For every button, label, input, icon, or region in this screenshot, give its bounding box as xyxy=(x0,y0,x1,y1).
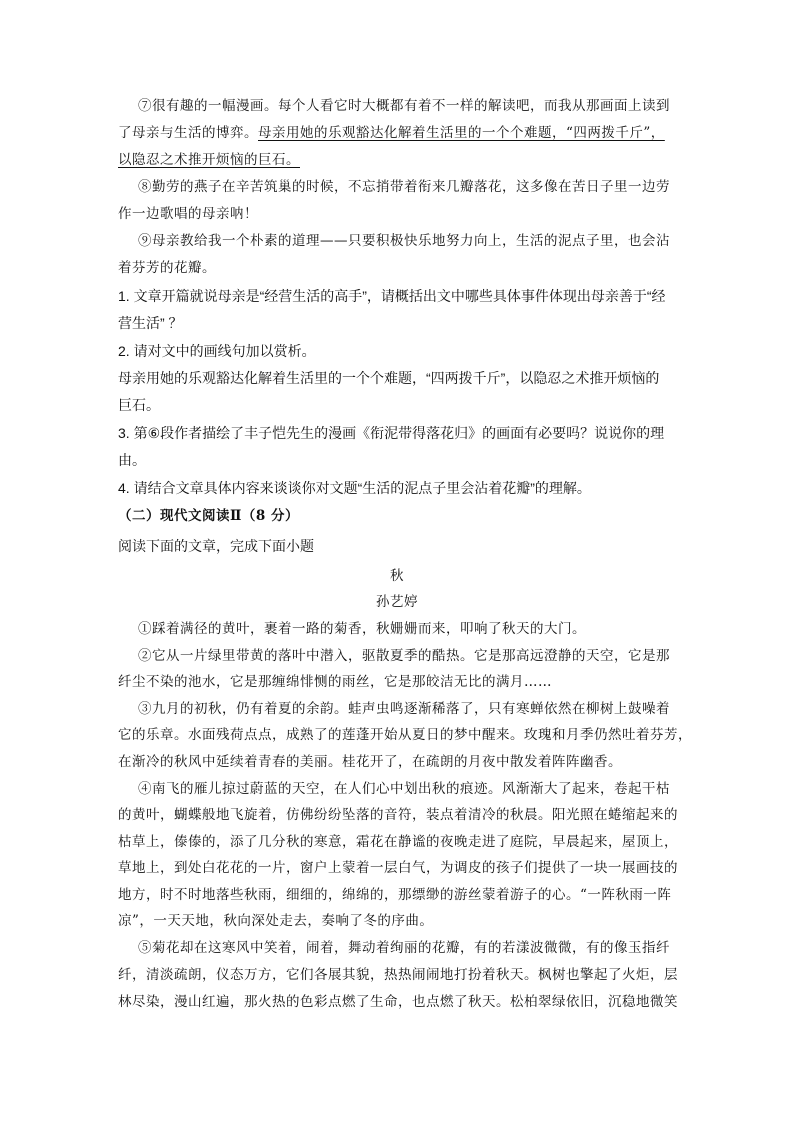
question-2-quote-line-1: 母亲用她的乐观豁达化解着生活里的一个个难题，“四两拨千斤”，以隐忍之术推开烦恼的 xyxy=(118,370,660,386)
passage-2-paragraph-4-line-6: 凉”，一天天地，秋向深处走去，奏响了冬的序曲。 xyxy=(118,913,434,929)
article-title: 秋 xyxy=(390,568,404,584)
passage-2-paragraph-4-line-2: 的黄叶，蝴蝶般地飞旋着，仿佛纷纷坠落的音符，装点着清冷的秋晨。阳光照在蜷缩起来的 xyxy=(118,807,678,823)
paragraph-7-text: 了母亲与生活的博弈。 xyxy=(118,125,258,141)
passage-2-paragraph-5-line-1: ⑤菊花却在这寒风中笑着，闹着，舞动着绚丽的花瓣，有的若漾波微微，有的像玉指纤 xyxy=(138,940,670,956)
passage-2-paragraph-5-line-2: 纤，清淡疏朗，仪态万方，它们各展其貌，热热闹闹地打扮着秋天。枫树也擎起了火炬，层 xyxy=(118,967,678,983)
passage-2-paragraph-2-line-1: ②它从一片绿里带黄的落叶中潜入，驱散夏季的酷热。它是那高远澄静的天空，它是那 xyxy=(138,648,670,664)
passage-2-paragraph-4-line-3: 枯草上，傣傣的，添了几分秋的寒意，霜花在静谧的夜晚走进了庭院，早晨起来，屋顶上， xyxy=(118,834,678,850)
paragraph-7-line-1: ⑦很有趣的一幅漫画。每个人看它时大概都有着不一样的解读吧，而我从那画面上读到 xyxy=(138,98,670,114)
paragraph-9-line-2: 着芬芳的花瓣。 xyxy=(118,260,216,276)
paragraph-8-line-2: 作一边歌唱的母亲呐！ xyxy=(118,206,258,222)
paragraph-8-line-1: ⑧勤劳的燕子在辛苦筑巢的时候，不忘捎带着衔来几瓣落花，这多像在苦日子里一边劳 xyxy=(138,179,670,195)
passage-2-paragraph-3-line-1: ③九月的初秋，仍有着夏的余韵。蛙声虫鸣逐渐稀落了，只有寒蝉依然在柳树上鼓噪着 xyxy=(138,701,670,717)
section-instruction: 阅读下面的文章，完成下面小题 xyxy=(118,538,314,554)
passage-2-paragraph-3-line-2: 它的乐章。水面残荷点点，成熟了的莲蓬开始从夏日的梦中醒来。玫瑰和月季仍然吐着芬芳， xyxy=(118,727,692,743)
passage-2-paragraph-4-line-1: ④南飞的雁儿掠过蔚蓝的天空，在人们心中划出秋的痕迹。风渐渐大了起来，卷起干枯 xyxy=(138,781,670,797)
passage-2-paragraph-5-line-3: 林尽染，漫山红遍，那火热的色彩点燃了生命，也点燃了秋天。松柏翠绿依旧，沉稳地微笑 xyxy=(118,994,678,1010)
passage-2-paragraph-3-line-3: 在渐冷的秋风中延续着青春的美丽。桂花开了，在疏朗的月夜中散发着阵阵幽香。 xyxy=(118,754,622,770)
question-2-quote-line-2: 巨石。 xyxy=(118,397,160,413)
passage-2-paragraph-4-line-5: 地方，时不时地落些秋雨，细细的，绵绵的，那缥缈的游丝蒙着游子的心。“一阵秋雨一阵 xyxy=(118,887,672,903)
underlined-sentence-end: 以隐忍之术推开烦恼的巨石。 xyxy=(118,152,300,168)
section-heading: （二）现代文阅读Ⅱ（8 分） xyxy=(118,508,299,524)
passage-2-paragraph-1: ①踩着满径的黄叶，裹着一路的菊香，秋姗姗而来，叩响了秋天的大门。 xyxy=(138,621,586,637)
underlined-sentence: 母亲用她的乐观豁达化解着生活里的一个个难题，“四两拨千斤”， xyxy=(258,125,665,141)
passage-2-paragraph-2-line-2: 纤尘不染的池水，它是那缠绵悱恻的雨丝，它是那皎洁无比的满月…… xyxy=(118,674,552,690)
passage-2-paragraph-4-line-4: 草地上，到处白花花的一片，窗户上蒙着一层白气，为调皮的孩子们提供了一块一展画技的 xyxy=(118,860,678,876)
paragraph-7-line-2 xyxy=(118,123,665,143)
article-author: 孙艺婷 xyxy=(376,594,418,610)
paragraph-9-line-1: ⑨母亲教给我一个朴素的道理——只要积极快乐地努力向上，生活的泥点子里，也会沾 xyxy=(138,233,670,249)
question-4: 4. 请结合文章具体内容来谈谈你对文题“生活的泥点子里会沾着花瓣”的理解。 xyxy=(118,480,591,496)
question-1-line-1: 1. 文章开篇就说母亲是“经营生活的高手”，请概括出文中哪些具体事件体现出母亲善于“经 xyxy=(118,288,666,304)
question-2: 2. 请对文中的画线句加以赏析。 xyxy=(118,343,316,359)
question-3-line-2: 由。 xyxy=(118,452,146,468)
question-1-line-2: 营生活” ？ xyxy=(118,315,183,331)
question-3-line-1: 3. 第⑥段作者描绘了丰子恺先生的漫画《衔泥带得落花归》的画面有必要吗？说说你的理 xyxy=(118,425,665,441)
